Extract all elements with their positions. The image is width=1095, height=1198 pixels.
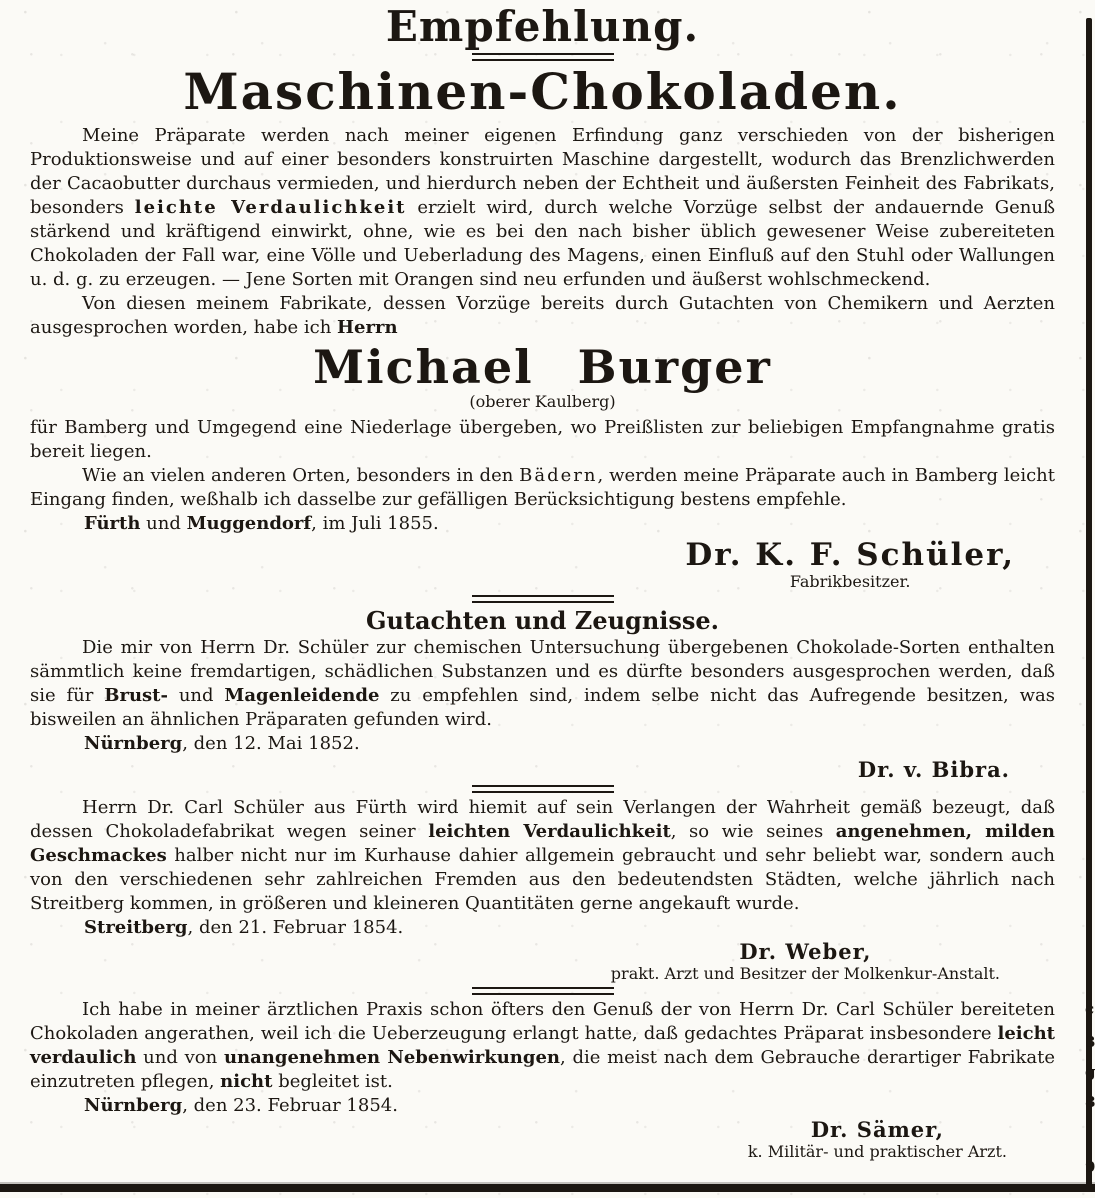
signature-schueler-name: Dr. K. F. Schüler, [685,537,1015,573]
text-run: erzielt wird, durch welche Vorzüge selbst der andauernde Genuß stärkend und kräftigend einwirkt, ohne, wie es bei den nach bisher üblich gewesener Weise zubereiteten Chokoladen der Fall war, eine Völle und Ueberladung des Magens, einen Einfluß auf den Stuhl oder Wallungen u. d. g. zu erzeugen. — Jene Sorten mit Orangen sind neu erfunden und äußerst wohlschmeckend. [30,197,1055,290]
emphasized-text: Streitberg [84,917,188,938]
emphasized-text: Brust- [104,685,168,706]
text-run: Herrn Dr. Carl Schüler aus Fürth wird hiemit auf sein Verlangen der Wahrheit gemäß bezeugt, daß dessen Chokoladefabrikat wegen seiner [30,797,1055,842]
text-run: Meine Präparate werden nach meiner eigenen Erfindung ganz verschieden von der bisherigen Produktionsweise und auf einer besonders konstruirten Maschine dargestellt, wodurch das Brenzlichwerden der Cacaobutter durchaus vermieden, und hierdurch neben der Echtheit und äußersten Feinheit des Fabrikats, besonders [30,125,1055,218]
text-run: Wie an vielen anderen Orten, besonders in den [82,465,520,486]
product-title: Maschinen-Chokoladen. [183,62,902,121]
emphasized-text: Fürth [84,513,141,534]
emphasized-text: Nürnberg [84,733,183,754]
margin-fragment: c [1085,1000,1095,1018]
testimonial-2-body [30,796,1055,916]
signature-bibra-name: Dr. v. Bibra. [857,757,1010,782]
text-run: zu empfehlen sind, indem selbe nicht das Aufregende besitzen, was bisweilen an ähnlichen Präparaten gefunden wird. [30,685,1056,730]
signature-bibra [858,758,1010,782]
margin-fragment: 9 [1085,1158,1095,1176]
text-run: , die meist nach dem Gebrauche derartiger Fabrikate einzutreten pflegen, [30,1047,1055,1092]
emphasized-text: Nürnberg [84,1095,183,1116]
text-run: und [167,685,225,706]
signature-schueler-title: Fabrikbesitzer. [789,572,911,591]
testimonials-heading: Gutachten und Zeugnisse. [365,606,720,635]
text-run: , werden meine Präparate auch in Bamberg leicht Eingang finden, weßhalb ich dasselbe zur gefälligen Berücksichtigung bestens empfehle. [30,465,1055,510]
text-run: und von [136,1047,224,1068]
section-divider-2 [472,785,614,793]
text-run: , den 23. Februar 1854. [182,1095,398,1116]
agent-location: (oberer Kaulberg) [469,392,616,411]
text-run: für Bamberg und Umgegend eine Niederlage übergeben, wo Preißlisten zur beliebigen Empfangnahme gratis bereit liegen. [30,417,1055,462]
text-run: und [140,513,187,534]
section-divider-1 [472,595,614,603]
emphasized-text: leichten Verdaulichkeit [428,821,671,842]
emphasized-text: angenehmen, milden Geschmackes [30,821,1055,866]
signature-weber-title: prakt. Arzt und Besitzer der Molkenkur-Anstalt. [610,964,1000,983]
text-run: , im Juli 1855. [311,513,439,534]
emphasized-text: leicht verdaulich [30,1023,1055,1068]
signature-saemer [748,1118,1007,1162]
text-run: , so wie seines [670,821,836,842]
bamberg-paragraph [30,464,1055,512]
intro-paragraph-2 [30,292,1055,340]
signature-schueler [685,538,1015,592]
margin-fragment: 3 [1085,1033,1095,1051]
emphasized-text: Muggendorf [186,513,312,534]
text-run: Von diesen meinem Fabrikate, dessen Vorzüge bereits durch Gutachten von Chemikern und Aerzten ausgesprochen worden, habe ich [30,293,1055,338]
agent-name-heading: Michael Burger [313,340,772,394]
intro-paragraph-1 [30,124,1055,292]
emphasized-text: leichte Verdaulichkeit [134,197,407,218]
bottom-rule [0,1184,1095,1192]
text-run: halber nicht nur im Kurhause dahier allgemein gebraucht und sehr beliebt war, sondern auch von den verschiedenen sehr zahlreichen Fremden aus den bedeutendsten Städten, welche jährlich nach Streitberg kommen, in größeren und kleineren Quantitäten gerne angekauft wurde. [30,845,1055,914]
margin-fragment: 8 [1085,1093,1095,1111]
emphasized-text: Herrn [337,317,398,338]
emphasized-text: Bädern [519,465,598,486]
text-run: begleitet ist. [272,1071,393,1092]
depot-paragraph [30,416,1055,464]
text-run: Die mir von Herrn Dr. Schüler zur chemischen Untersuchung übergebenen Chokolade-Sorten enthalten sämmtlich keine fremdartigen, schädlichen Substanzen und es dürfte besonders ausgesprochen werden, daß sie für [30,637,1055,706]
testimonial-1-dateline [30,732,1055,756]
section-divider-3 [472,987,614,995]
signature-weber-name: Dr. Weber, [739,939,872,964]
text-run: , den 21. Februar 1854. [187,917,404,938]
signature-saemer-name: Dr. Sämer, [810,1117,944,1142]
emphasized-text: unangenehmen Nebenwirkungen [223,1047,560,1068]
testimonial-3-dateline [30,1094,1055,1118]
emphasized-text: Magenleidende [224,685,380,706]
text-run: Ich habe in meiner ärztlichen Praxis schon öfters den Genuß der von Herrn Dr. Carl Schüler bereiteten Chokoladen angerathen, weil ich die Ueberzeugung erlangt hatte, daß gedachtes Präparat insbesondere [30,999,1055,1044]
margin-fragment: g [1085,1063,1095,1081]
text-run: , den 12. Mai 1852. [182,733,360,754]
emphasized-text: nicht [220,1071,273,1092]
signature-saemer-title: k. Militär- und praktischer Arzt. [747,1142,1007,1161]
testimonial-1-body [30,636,1055,732]
signature-weber [611,940,1000,984]
ad-title: Empfehlung. [385,2,700,51]
title-divider [472,53,614,61]
dateline-fuerth-muggendorf [30,512,1055,536]
testimonial-3-body [30,998,1055,1094]
testimonial-2-dateline [30,916,1055,940]
